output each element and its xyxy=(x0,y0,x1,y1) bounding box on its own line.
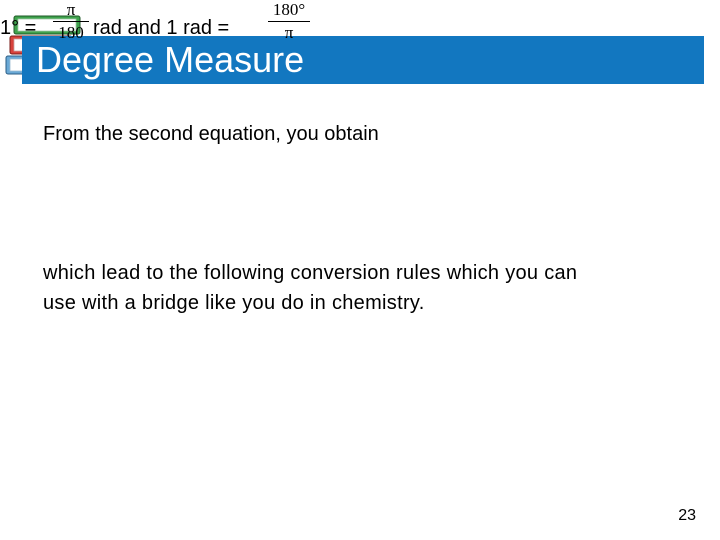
fraction-bar xyxy=(53,21,89,22)
fraction-180-over-pi xyxy=(268,0,310,43)
equation-lhs: 1° = xyxy=(0,17,37,39)
paragraph-line: use with a bridge like you do in chemistry. xyxy=(43,292,425,314)
slide-title: Degree Measure xyxy=(36,39,305,80)
fraction-denominator: 180 xyxy=(58,23,84,42)
page-number: 23 xyxy=(678,507,696,524)
fraction-numerator: π xyxy=(66,0,76,19)
fraction-numerator: 180° xyxy=(272,0,306,19)
fraction-denominator: π xyxy=(284,23,294,42)
fraction-bar xyxy=(268,21,310,22)
equation-middle: rad and 1 rad = xyxy=(93,17,230,39)
paragraph-line: which lead to the following conversion rules which you can xyxy=(43,262,578,284)
intro-text: From the second equation, you obtain xyxy=(43,123,379,145)
fraction-pi-over-180 xyxy=(53,0,89,43)
conversion-paragraph xyxy=(43,258,577,318)
